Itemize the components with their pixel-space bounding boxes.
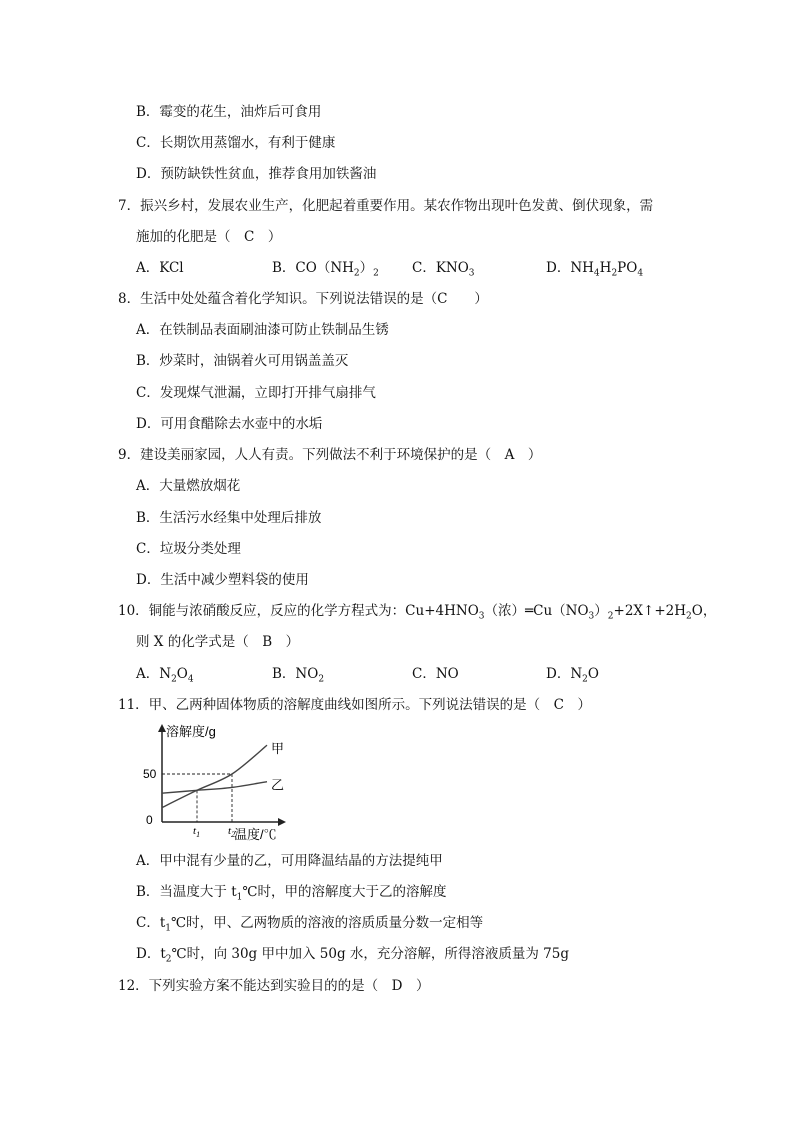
q10-option-c: C．NO (412, 666, 459, 682)
q10-t1: 10．铜能与浓硝酸反应，反应的化学方程式为：Cu+4HNO (118, 603, 479, 619)
q7b-sub2: 2 (373, 268, 379, 279)
q11b-t1: B．当温度大于 t (136, 884, 237, 900)
q7-option-b (272, 259, 379, 283)
q10d-s1: 2 (582, 674, 588, 685)
q7b-sub1: 2 (353, 268, 360, 279)
q6-option-d: D．预防缺铁性贫血，推荐食用加铁酱油 (136, 166, 377, 182)
x-tick-t2-sub: 2 (231, 830, 236, 839)
q8-option-a: A．在铁制品表面刷油漆可防止铁制品生锈 (136, 322, 389, 338)
q9-option-d: D．生活中减少塑料袋的使用 (136, 572, 309, 588)
series-label-yi: 乙 (271, 777, 285, 793)
q11d-s: 2 (165, 954, 172, 965)
q7d-text1: D．NH (546, 260, 594, 276)
q7-option-c (412, 259, 475, 283)
origin-label: 0 (146, 813, 153, 827)
q6-option-b: B．霉变的花生，油炸后可食用 (136, 104, 322, 120)
q10-option-b (272, 665, 324, 689)
q10d-t1: D．N (546, 666, 583, 682)
x-axis-arrow (278, 818, 286, 826)
x-tick-t2-letter: t (228, 825, 232, 837)
q7-option-a: A．KCl (136, 260, 184, 276)
q7d-sub3: 4 (637, 268, 644, 279)
q10-t3: ） (594, 603, 608, 619)
q8-option-b: B．炒菜时，油锅着火可用锅盖盖灭 (136, 353, 349, 369)
q11c-t1: C．t (136, 915, 166, 931)
q10-t5: O， (691, 603, 717, 619)
q10-option-d (546, 665, 599, 689)
q10b-t1: B．NO (272, 666, 319, 682)
solubility-chart (142, 722, 292, 844)
q10d-t2: O (587, 666, 599, 682)
q10-s1: 3 (478, 611, 485, 622)
q10-stem-line2: 则 X 的化学式是（ B ） (136, 634, 300, 650)
q9-option-b: B．生活污水经集中处理后排放 (136, 510, 322, 526)
series-line-jia (162, 745, 267, 807)
q7-stem-line2: 施加的化肥是（ C ） (136, 229, 282, 245)
q10a-t1: A．N (136, 666, 172, 682)
y-axis-label: 溶解度/g (166, 724, 216, 739)
q11b-t2: ℃时，甲的溶解度大于乙的溶解度 (242, 884, 447, 900)
q10a-s2: 4 (187, 674, 194, 685)
q10-options-row (0, 665, 794, 685)
y-axis-arrow (158, 724, 166, 732)
q7-stem-line1: 7．振兴乡村，发展农业生产，化肥起着重要作用。某农作物出现叶色发黄、倒伏现象，需 (118, 198, 654, 214)
x-tick-t1-sub: 1 (196, 830, 201, 839)
q11-option-a: A．甲中混有少量的乙，可用降温结晶的方法提纯甲 (136, 853, 443, 869)
q7d-sub1: 4 (593, 268, 600, 279)
q11-stem: 11．甲、乙两种固体物质的溶解度曲线如图所示。下列说法错误的是（ C ） (118, 697, 592, 713)
x-tick-label-t1 (193, 825, 200, 839)
q6-option-c: C．长期饮用蒸馏水，有利于健康 (136, 135, 336, 151)
q9-option-a: A．大量燃放烟花 (136, 478, 241, 494)
q11d-t1: D．t (136, 946, 166, 962)
q7c-text: C．KNO (412, 260, 469, 276)
q10a-t2: O (176, 666, 188, 682)
q8-stem: 8．生活中处处蕴含着化学知识。下列说法错误的是（C ） (118, 291, 488, 307)
q11-option-b (136, 883, 446, 907)
q11d-t2: ℃时，向 30g 甲中加入 50g 水，充分溶解，所得溶液质量为 75g (171, 946, 570, 962)
q7d-text2: H (599, 260, 612, 276)
x-tick-t1-letter: t (193, 825, 197, 837)
x-axis-label: 温度/℃ (234, 827, 277, 842)
q11-option-d (136, 945, 569, 969)
q7d-text3: PO (617, 260, 638, 276)
q7-options-row (0, 259, 794, 279)
q10-stem-line1 (118, 602, 716, 626)
q8-option-d: D．可用食醋除去水壶中的水垢 (136, 416, 323, 432)
series-label-jia: 甲 (271, 741, 285, 757)
q7d-sub2: 2 (611, 268, 618, 279)
q11c-t2: ℃时，甲、乙两物质的溶液的溶质质量分数一定相等 (171, 915, 484, 931)
q10-s2: 3 (588, 611, 595, 622)
q7-option-d (546, 259, 643, 283)
q12-stem: 12．下列实验方案不能达到实验目的的是（ D ） (118, 978, 430, 994)
q9-option-c: C．垃圾分类处理 (136, 541, 241, 557)
q10-s3: 2 (607, 611, 614, 622)
q7c-sub: 3 (468, 268, 475, 279)
q10-s4: 2 (686, 611, 692, 622)
q10b-s1: 2 (318, 674, 325, 685)
q9-stem: 9．建设美丽家园，人人有责。下列做法不利于环境保护的是（ A ） (118, 447, 542, 463)
q7b-text: B．CO（NH (272, 260, 354, 276)
q11c-s: 1 (165, 923, 171, 934)
q11-option-c (136, 914, 483, 938)
q7b-text2: ） (359, 260, 374, 276)
q10-t4: +2X↑+2H (613, 603, 687, 619)
q8-option-c: C．发现煤气泄漏，立即打开排气扇排气 (136, 385, 376, 401)
q10-t2: （浓）═Cu（NO (484, 603, 589, 619)
q10a-s1: 2 (171, 674, 177, 685)
q11b-s: 1 (236, 892, 243, 903)
y-tick-label: 50 (143, 767, 157, 781)
q10-option-a (136, 665, 194, 689)
